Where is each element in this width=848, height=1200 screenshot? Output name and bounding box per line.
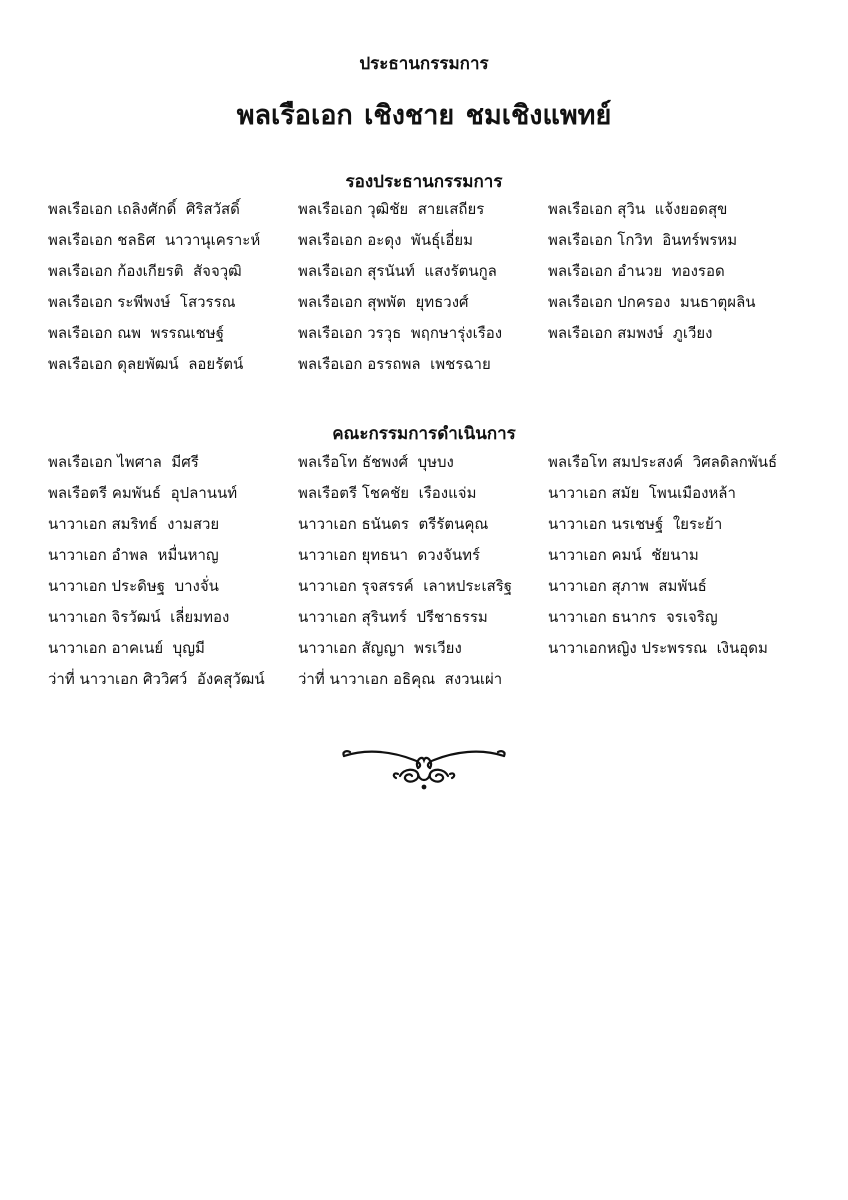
vice-chair-name: พลเรือเอก ชลธิศ นาวานุเคราะห์ bbox=[48, 231, 261, 249]
committee-member-name: นาวาเอก นรเชษฐ์ ใยระย้า bbox=[548, 515, 723, 533]
vice-chair-name: พลเรือเอก สุพพัต ยุทธวงศ์ bbox=[298, 293, 469, 311]
committee-member-name: นาวาเอก อำพล หมื่นหาญ bbox=[48, 546, 219, 564]
vice-chair-name: พลเรือเอก อำนวย ทองรอด bbox=[548, 262, 725, 280]
vice-chair-name: พลเรือเอก ดุลยพัฒน์ ลอยรัตน์ bbox=[48, 355, 244, 373]
committee-member-name: นาวาเอก สมริทธ์ งามสวย bbox=[48, 515, 220, 533]
committee-member-name: นาวาเอก อาคเนย์ บุญมี bbox=[48, 639, 205, 657]
committee-member-name: นาวาเอก จิรวัฒน์ เลี่ยมทอง bbox=[48, 608, 230, 626]
vice-chair-name: พลเรือเอก สุวิน แจ้งยอดสุข bbox=[548, 200, 728, 218]
vice-chair-name: พลเรือเอก อะดุง พันธุ์เอี่ยม bbox=[298, 231, 474, 249]
vice-chair-name: พลเรือเอก สุรนันท์ แสงรัตนกูล bbox=[298, 262, 497, 280]
committee-member-name: นาวาเอก ยุทธนา ดวงจันทร์ bbox=[298, 546, 481, 564]
committee-member-name: พลเรือตรี คมพันธ์ อุปลานนท์ bbox=[48, 484, 238, 502]
committee-member-name: นาวาเอก สุรินทร์ ปรีชาธรรม bbox=[298, 608, 488, 626]
vice-chair-name: พลเรือเอก ปกครอง มนธาตุผลิน bbox=[548, 293, 756, 311]
scroll-flourish-divider-icon bbox=[338, 742, 510, 792]
vice-chair-name: พลเรือเอก อรรถพล เพชรฉาย bbox=[298, 355, 491, 373]
committee-member-name: พลเรือโท ธัชพงศ์ บุษบง bbox=[298, 453, 454, 471]
committee-member-name: นาวาเอก ประดิษฐ บางจั่น bbox=[48, 577, 219, 595]
committee-member-name: พลเรือโท สมประสงค์ วิศลดิลกพันธ์ bbox=[548, 453, 778, 471]
committee-member-name: นาวาเอก รุจสรรค์ เลาหประเสริฐ bbox=[298, 577, 513, 595]
vice-chairs-list bbox=[48, 194, 848, 380]
vice-chair-name: พลเรือเอก ณพ พรรณเชษฐ์ bbox=[48, 324, 224, 342]
vice-chair-name bbox=[548, 349, 848, 380]
vice-chair-name: พลเรือเอก วุฒิชัย สายเสถียร bbox=[298, 200, 485, 218]
committee-member-name: พลเรือตรี โชคชัย เรืองแจ่ม bbox=[298, 484, 477, 502]
executive-committee-list bbox=[48, 447, 848, 695]
vice-chairs-heading: รองประธานกรรมการ bbox=[345, 172, 503, 192]
executive-committee-heading: คณะกรรมการดำเนินการ bbox=[332, 424, 516, 444]
vice-chair-name: พลเรือเอก โกวิท อินทร์พรหม bbox=[548, 231, 738, 249]
vice-chair-name: พลเรือเอก เถลิงศักดิ์ ศิริสวัสดิ์ bbox=[48, 200, 240, 218]
vice-chair-name: พลเรือเอก ก้องเกียรติ สัจจวุฒิ bbox=[48, 262, 242, 280]
committee-member-name bbox=[548, 664, 848, 695]
committee-member-name: นาวาเอก คมน์ ชัยนาม bbox=[548, 546, 699, 564]
committee-member-name: ว่าที่ นาวาเอก ศิววิศว์ อังคสุวัฒน์ bbox=[48, 670, 265, 688]
vice-chair-name: พลเรือเอก สมพงษ์ ภูเวียง bbox=[548, 324, 713, 342]
committee-member-name: นาวาเอกหญิง ประพรรณ เงินอุดม bbox=[548, 639, 768, 657]
committee-member-name: นาวาเอก สมัย โพนเมืองหล้า bbox=[548, 484, 736, 502]
vice-chair-name: พลเรือเอก วรวุธ พฤกษารุ่งเรือง bbox=[298, 324, 503, 342]
committee-member-name: นาวาเอก ธนากร จรเจริญ bbox=[548, 608, 718, 626]
committee-member-name: นาวาเอก ธนันดร ตรีรัตนคุณ bbox=[298, 515, 489, 533]
committee-member-name: นาวาเอก สัญญา พรเวียง bbox=[298, 639, 462, 657]
vice-chair-name: พลเรือเอก ระพีพงษ์ โสวรรณ bbox=[48, 293, 236, 311]
committee-member-name: พลเรือเอก ไพศาล มีศรี bbox=[48, 453, 199, 471]
committee-member-name: ว่าที่ นาวาเอก อธิคุณ สงวนเผ่า bbox=[298, 670, 503, 688]
chair-name: พลเรือเอก เชิงชาย ชมเชิงแพทย์ bbox=[236, 100, 612, 131]
committee-member-name: นาวาเอก สุภาพ สมพันธ์ bbox=[548, 577, 707, 595]
chair-title: ประธานกรรมการ bbox=[359, 54, 489, 74]
